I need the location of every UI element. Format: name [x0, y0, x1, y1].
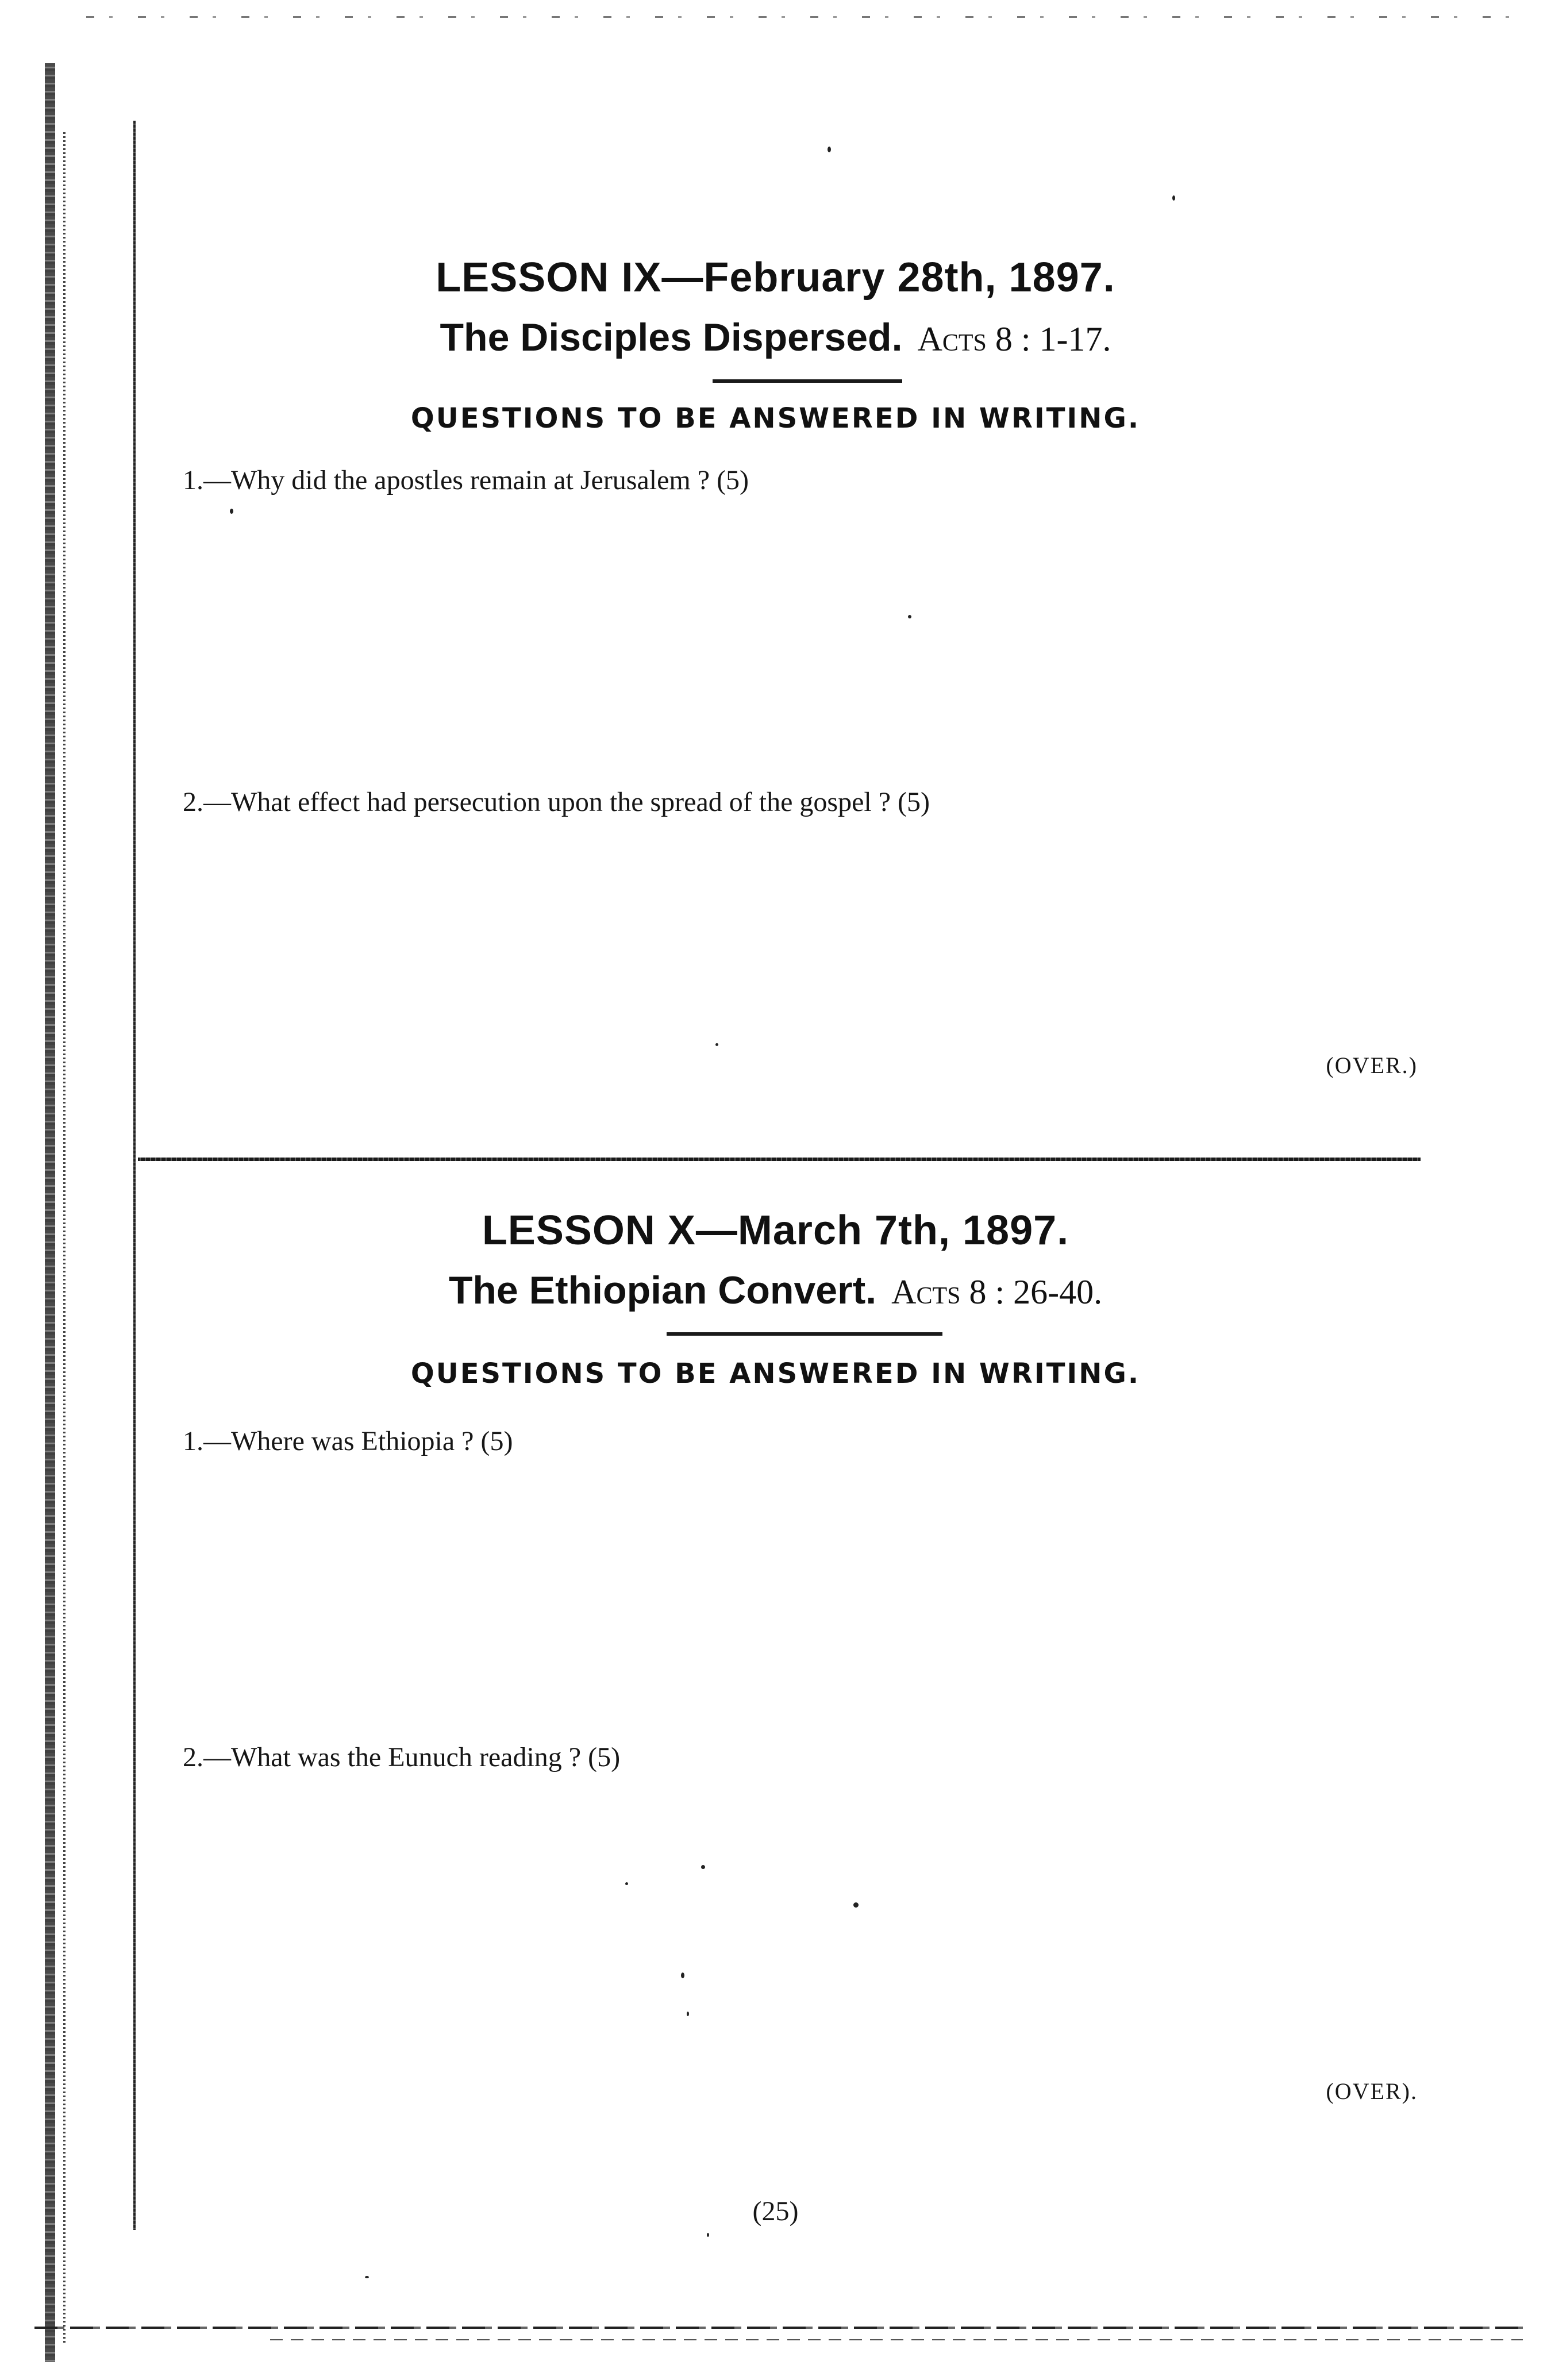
question-1: 1.—Why did the apostles remain at Jerusalem ? (5) [183, 465, 749, 495]
scan-speck [908, 615, 911, 618]
lesson-title-text: LESSON IX—February 28th, 1897. [436, 255, 1115, 301]
scan-top-edge [86, 16, 1523, 18]
question-2: 2.—What was the Eunuch reading ? (5) [183, 1742, 621, 1772]
lesson-subtitle [0, 315, 1551, 360]
scripture-reference: Acts 8 : 1-17. [917, 320, 1111, 358]
scan-speck [681, 1973, 684, 1978]
scan-speck [715, 1043, 718, 1046]
scan-speck [1172, 195, 1175, 201]
scan-speck [230, 509, 233, 514]
lesson-title-text: LESSON X—March 7th, 1897. [482, 1208, 1069, 1254]
lesson-topic: The Disciples Dispersed. [440, 316, 903, 359]
scripture-reference: Acts 8 : 26-40. [891, 1273, 1103, 1311]
questions-heading: QUESTIONS TO BE ANSWERED IN WRITING. [410, 1358, 1141, 1390]
scan-speck [687, 2012, 689, 2016]
question-1: 1.—Where was Ethiopia ? (5) [183, 1426, 513, 1456]
scan-bottom-edge [34, 2327, 1523, 2329]
question-2: 2.—What effect had persecution upon the spread of the gospel ? (5) [183, 787, 930, 817]
questions-heading: QUESTIONS TO BE ANSWERED IN WRITING. [410, 402, 1141, 435]
scan-speck [707, 2233, 709, 2237]
scan-speck [828, 147, 831, 152]
scan-bottom-edge-dashed [270, 2339, 1523, 2340]
lesson-topic: The Ethiopian Convert. [448, 1268, 877, 1312]
lesson-title [0, 254, 1551, 301]
lesson-divider [138, 1158, 1421, 1161]
left-margin-rule [133, 121, 136, 2230]
title-rule [713, 379, 902, 383]
over-note: (OVER). [1326, 2078, 1418, 2104]
scan-speck [365, 2276, 369, 2278]
scan-speck [853, 1902, 859, 1908]
page-number: (25) [752, 2196, 799, 2227]
lesson-title [0, 1207, 1551, 1254]
scan-speck [701, 1865, 705, 1869]
over-note: (OVER.) [1326, 1052, 1418, 1078]
lesson-subtitle [0, 1268, 1551, 1313]
scan-speck [625, 1882, 628, 1885]
title-rule [667, 1332, 942, 1336]
